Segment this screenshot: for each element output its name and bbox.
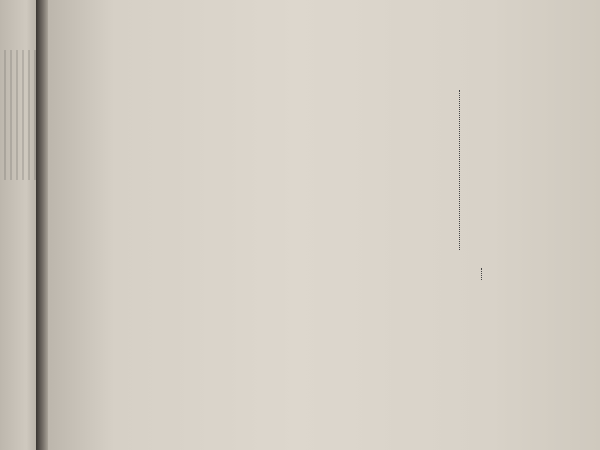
toc-page (48, 0, 600, 450)
leader-dots (481, 268, 482, 280)
leader-dots (459, 90, 460, 250)
left-page-bleed-text (4, 50, 38, 180)
